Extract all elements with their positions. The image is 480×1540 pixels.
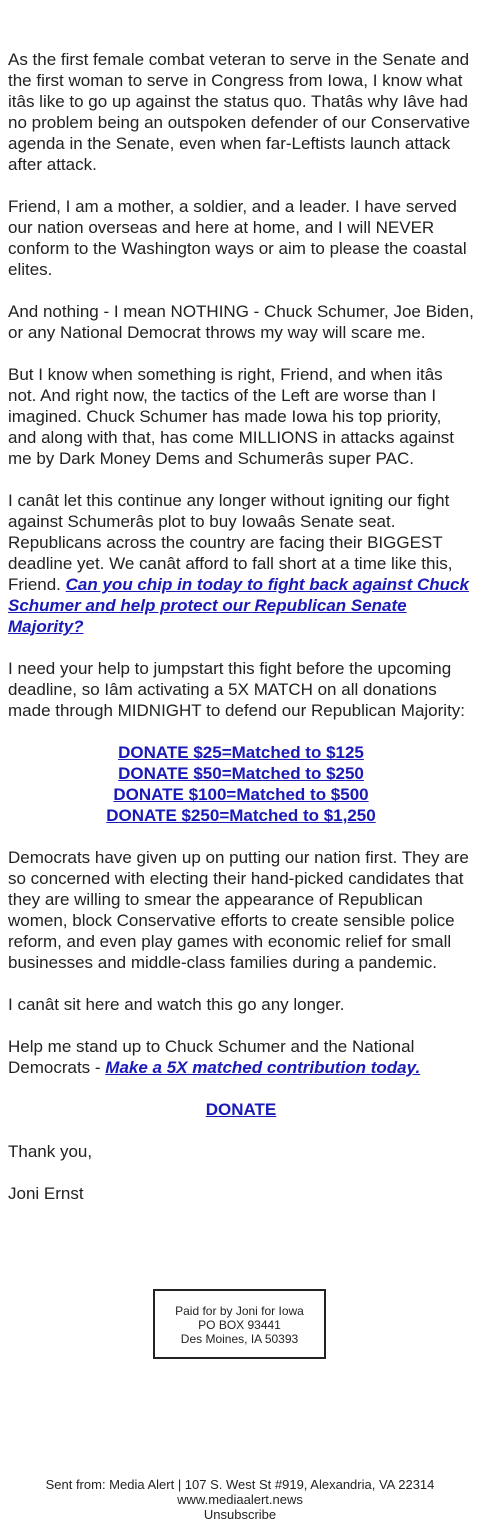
cant-sit-paragraph: I canât sit here and watch this go any longer. bbox=[8, 995, 345, 1014]
website-text: www.mediaalert.news bbox=[177, 1492, 303, 1507]
email-footer bbox=[0, 1477, 480, 1522]
match-paragraph: I need your help to jumpstart this fight before the upcoming deadline, so Iâm activating a 5X MATCH on all donations made through MIDNIGHT to defend our Republican Majority: bbox=[8, 659, 466, 720]
disclaimer-line-1: Paid for by Joni for Iowa bbox=[175, 1304, 304, 1318]
donate-50-link[interactable]: DONATE $50=Matched to $250 bbox=[118, 764, 364, 783]
stand-up-paragraph bbox=[8, 1036, 474, 1078]
deadline-text: I canât let this continue any longer without igniting our fight against Schumerâs plot to buy Iowaâs Senate seat. Republicans across the country are facing their BIGGEST deadline yet. We canât afford to fall short at a time like this, Friend. bbox=[8, 491, 453, 594]
donate-25-link[interactable]: DONATE $25=Matched to $125 bbox=[118, 743, 364, 762]
donate-100-link[interactable]: DONATE $100=Matched to $500 bbox=[113, 785, 369, 804]
donate-options bbox=[8, 742, 474, 826]
chip-in-link[interactable]: Can you chip in today to fight back against Chuck Schumer and help protect our Republican Senate Majority? bbox=[8, 575, 469, 636]
donate-button[interactable]: DONATE bbox=[205, 1100, 277, 1119]
paid-for-disclaimer bbox=[153, 1289, 326, 1359]
donate-250-link[interactable]: DONATE $250=Matched to $1,250 bbox=[106, 806, 376, 825]
email-body bbox=[8, 49, 474, 1225]
signature-text: Joni Ernst bbox=[8, 1184, 84, 1203]
nothing-paragraph: And nothing - I mean NOTHING - Chuck Schumer, Joe Biden, or any National Democrat throws my way will scare me. bbox=[8, 302, 474, 342]
friend-paragraph: Friend, I am a mother, a soldier, and a leader. I have served our nation overseas and here at home, and I will NEVER conform to the Washington ways or aim to please the coastal elites. bbox=[8, 197, 467, 279]
intro-paragraph: As the first female combat veteran to serve in the Senate and the first woman to serve in Congress from Iowa, I know what itâs like to go up against the status quo. Thatâs why Iâve had no problem being an outspoken defender of our Conservative agenda in the Senate, even when far-Leftists launch attack after attack. bbox=[8, 50, 471, 174]
disclaimer-line-2: PO BOX 93441 bbox=[198, 1318, 281, 1332]
tactics-paragraph: But I know when something is right, Friend, and when itâs not. And right now, the tactics of the Left are worse than I imagined. Chuck Schumer has made Iowa his top priority, and along with that, has come MILLIONS in attacks against me by Dark Money Dems and Schumerâs super PAC. bbox=[8, 365, 455, 468]
unsubscribe-link[interactable]: Unsubscribe bbox=[203, 1507, 277, 1522]
sent-from-text: Sent from: Media Alert | 107 S. West St #919, Alexandria, VA 22314 bbox=[45, 1477, 435, 1492]
deadline-paragraph bbox=[8, 490, 474, 637]
disclaimer-line-3: Des Moines, IA 50393 bbox=[180, 1332, 299, 1346]
democrats-paragraph: Democrats have given up on putting our nation first. They are so concerned with electing their hand-picked candidates that they are willing to smear the appearance of Republican women, block Conservative efforts to create sensible police reform, and even play games with economic relief for small businesses and middle-class families during a pandemic. bbox=[8, 848, 469, 972]
donate-button-wrap bbox=[8, 1099, 474, 1120]
closing-text: Thank you, bbox=[8, 1142, 93, 1161]
signoff bbox=[8, 1141, 474, 1204]
stand-up-text: Help me stand up to Chuck Schumer and the National Democrats - bbox=[8, 1037, 415, 1077]
contribution-link[interactable]: Make a 5X matched contribution today. bbox=[105, 1058, 421, 1077]
